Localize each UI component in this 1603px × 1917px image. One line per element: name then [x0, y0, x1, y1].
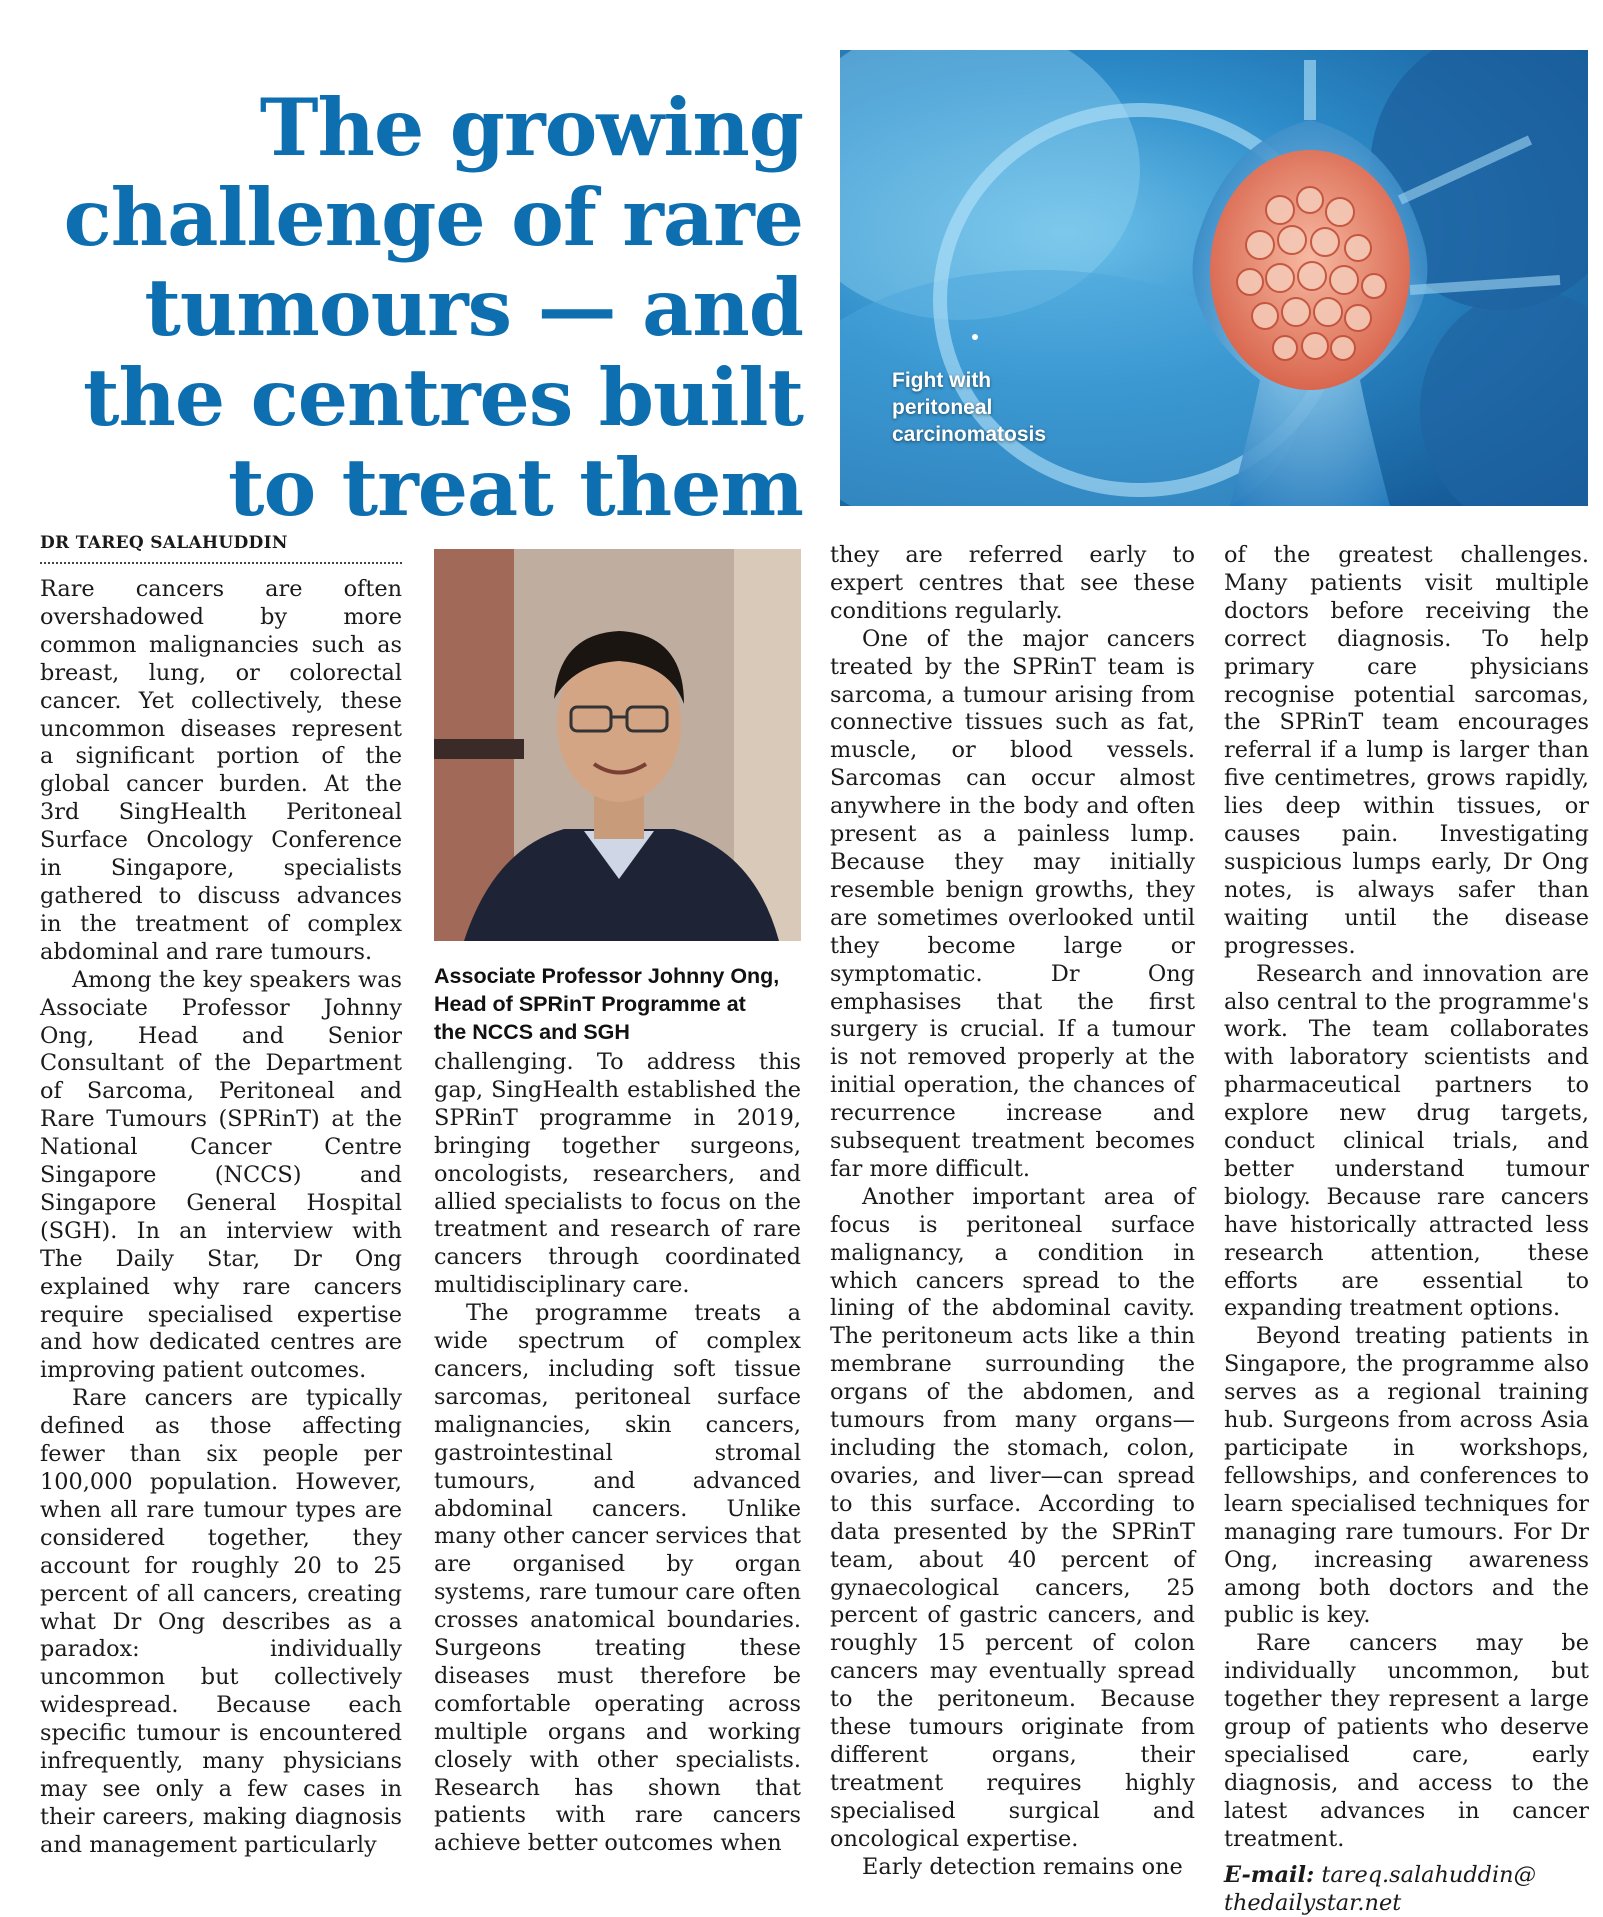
hero-illustration — [840, 50, 1588, 506]
paragraph: Rare cancers are often overshadowed by more common malignancies such as breast, lung, or colorectal cancer. Yet collectively, these uncommon diseases represent a significant portion of the global cancer burden. At the 3rd SingHealth Peritoneal Surface Oncology Conference in Singapore, specialists gathered to discuss advances in the treatment of complex abdominal and rare tumours. — [40, 576, 402, 965]
paragraph: Beyond treating patients in Singapore, the programme also serves as a regional training hub. Surgeons from across Asia participate in workshops, fellowships, and conferences to learn specialised techniques for managing rare tumours. For Dr Ong, increasing awareness among both doctors and the public is key. — [1224, 1323, 1589, 1629]
headline-line: The growing — [259, 80, 803, 174]
photo-caption — [434, 962, 814, 1046]
paragraph: Among the key speakers was Associate Professor Johnny Ong, Head and Senior Consultant of the Department of Sarcoma, Peritoneal and Rare Tumours (SPRinT) at the National Cancer Centre Singapore (NCCS) and Singapore General Hospital (SGH). In an interview with The Daily Star, Dr Ong explained why rare cancers require specialised expertise and how dedicated centres are improving patient outcomes. — [40, 966, 402, 1384]
headline-line: the centres built — [82, 350, 803, 444]
photo-caption-line: Associate Professor Johnny Ong, — [434, 964, 780, 988]
paragraph: Another important area of focus is peritoneal surface malignancy, a condition in which cancers spread to the lining of the abdominal cavity. The peritoneum acts like a thin membrane surrounding the organs of the abdomen, and tumours from many organs—including the stomach, colon, ovaries, and liver—can spread to this surface. According to data presented by the SPRinT team, about 40 percent of gynaecological cancers, 25 percent of gastric cancers, and roughly 15 percent of colon cancers may eventually spread to the peritoneum. Because these tumours originate from different organs, their treatment requires highly specialised surgical and oncological expertise. — [830, 1183, 1195, 1852]
column-4 — [1224, 542, 1589, 1917]
column-2 — [434, 1049, 801, 1858]
paragraph: of the greatest challenges. Many patients visit multiple doctors before receiving the correct diagnosis. To help primary care physicians recognise potential sarcomas, the SPRinT team encourages referral if a lump is larger than five centimetres, grows rapidly, lies deep within tissues, or causes pain. Investigating suspicious lumps early, Dr Ong notes, is always safer than waiting until the disease progresses. — [1224, 542, 1589, 959]
byline: DR TAREQ SALAHUDDIN — [40, 530, 402, 564]
portrait-photo — [434, 549, 801, 941]
photo-caption-line: Head of SPRinT Programme at — [434, 992, 746, 1016]
column-3 — [830, 542, 1195, 1882]
headline-line: tumours — and — [144, 260, 803, 354]
paragraph: One of the major cancers treated by the SPRinT team is sarcoma, a tumour arising from connective tissues such as fat, muscle, or blood vessels. Sarcomas can occur almost anywhere in the body and often present as a painless lump. Because they may initially resemble benign growths, they are sometimes overlooked until they become large or symptomatic. Dr Ong emphasises that the first surgery is crucial. If a tumour is not removed properly at the initial operation, the chances of recurrence increase and subsequent treatment becomes far more difficult. — [830, 625, 1195, 1182]
paragraph: Rare cancers are typically defined as those affecting fewer than six people per 100,000 population. However, when all rare tumour types are considered together, they account for roughly 20 to 25 percent of all cancers, creating what Dr Ong describes as a paradox: individually uncommon but collectively widespread. Because each specific tumour is encountered infrequently, many physicians may see only a few cases in their careers, making diagnosis and management particularly — [40, 1385, 402, 1858]
paragraph: they are referred early to expert centres that see these conditions regularly. — [830, 542, 1195, 624]
paragraph: Early detection remains one — [862, 1853, 1183, 1880]
email-address[interactable]: tareq.salahuddin@ — [1321, 1861, 1536, 1888]
photo-caption-line: the NCCS and SGH — [434, 1020, 630, 1044]
column-1 — [40, 530, 402, 1860]
headline-line: challenge of rare — [63, 170, 803, 264]
email-domain[interactable]: thedailystar.net — [1224, 1889, 1402, 1916]
hero-caption-line: carcinomatosis — [892, 423, 1047, 446]
author-contact — [1224, 1862, 1589, 1917]
paragraph: challenging. To address this gap, SingHealth established the SPRinT programme in 2019, bringing together surgeons, oncologists, researchers, and allied specialists to focus on the treatment and research of rare cancers through coordinated multidisciplinary care. — [434, 1049, 801, 1299]
paragraph: Rare cancers may be individually uncommon, but together they represent a large group of patients who deserve specialised care, early diagnosis, and access to the latest advances in cancer treatment. — [1224, 1630, 1589, 1852]
hero-caption — [892, 367, 1046, 448]
hero-caption-line: Fight with — [892, 369, 992, 392]
hero-caption-line: peritoneal — [892, 396, 993, 419]
headline-line: to treat them — [227, 440, 803, 534]
paragraph: Research and innovation are also central to the programme's work. The team collaborates with laboratory scientists and pharmaceutical partners to explore new drug targets, conduct clinical trials, and better understand tumour biology. Because rare cancers have historically attracted less research attention, these efforts are essential to expanding treatment options. — [1224, 960, 1589, 1322]
headline — [18, 80, 803, 534]
portrait-illustration — [434, 549, 801, 941]
paragraph: The programme treats a wide spectrum of complex cancers, including soft tissue sarcomas, peritoneal surface malignancies, skin cancers, gastrointestinal stromal tumours, and advanced abdominal cancers. Unlike many other cancer services that are organised by organ systems, rare tumour care often crosses anatomical boundaries. Surgeons treating these diseases must therefore be comfortable operating across multiple organs and working closely with other specialists. Research has shown that patients with rare cancers achieve better outcomes when — [434, 1300, 801, 1857]
email-label: E-mail: — [1224, 1861, 1315, 1888]
